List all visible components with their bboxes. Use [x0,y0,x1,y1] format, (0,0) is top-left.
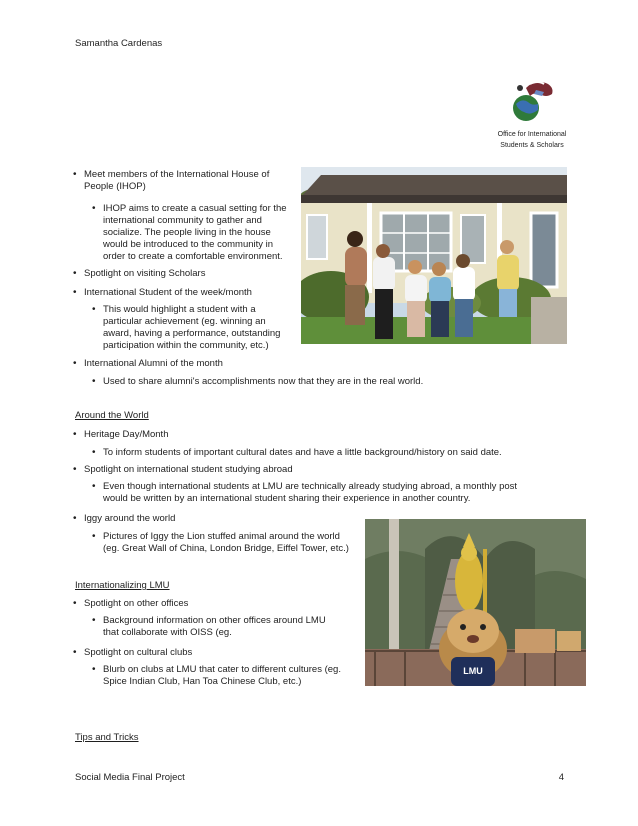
footer-title: Social Media Final Project [75,772,185,783]
bullet-iggy-description: • Pictures of Iggy the Lion stuffed animal around the world (eg. Great Wall of China, London Bridge, Eiffel Tower, etc.) [103,531,358,555]
bullet-student-of-week: • International Student of the week/month [84,287,284,299]
bullet-meet-members: • Meet members of the International House of People (IHOP) [84,169,279,193]
bullet-study-abroad-description: • Even though international students at LMU are technically already studying abroad, a monthly post would be written by an international student sharing their experience in another country. [103,481,543,505]
bullet-ihop-description: • IHOP aims to create a casual setting for the international community to gather and socialize. The people living in the house would be introduced to the community in order to create a comfortable environment. [103,203,288,263]
author-name: Samantha Cardenas [75,38,163,49]
bullet-study-abroad: • Spotlight on international student studying abroad [84,464,484,476]
bullet-student-description: • This would highlight a student with a particular achievement (eg. winning an award, having a performance, outstanding participation within the community, etc.) [103,304,293,352]
bullet-alumni-description: • Used to share alumni's accomplishments now that they are in the real world. [103,376,523,388]
office-caption [480,129,584,151]
bullet-clubs-description: • Blurb on clubs at LMU that cater to different cultures (eg. Spice Indian Club, Han Toa Chinese Club, etc.) [103,664,343,688]
globe-logo-icon [506,74,560,126]
bullet-offices-description: • Background information on other offices around LMU that collaborate with OISS (eg. [103,615,343,639]
bullet-other-offices: • Spotlight on other offices [84,598,334,610]
lion-shirt-label: LMU [463,666,483,676]
section-heading-around-world: Around the World [75,410,149,421]
bullet-iggy-world: • Iggy around the world [84,513,334,525]
section-heading-internationalizing: Internationalizing LMU [75,580,170,591]
section-heading-tips: Tips and Tricks [75,732,139,743]
iggy-temple-photo [365,519,586,686]
bullet-visiting-scholars: • Spotlight on visiting Scholars [84,268,284,280]
page-number: 4 [558,772,564,783]
bullet-alumni-of-month: • International Alumni of the month [84,358,384,370]
bullet-heritage-day: • Heritage Day/Month [84,429,384,441]
ihop-house-photo [301,167,567,344]
oiss-logo [506,74,560,126]
bullet-cultural-clubs: • Spotlight on cultural clubs [84,647,334,659]
bullet-heritage-description: • To inform students of important cultural dates and have a little background/history on said date. [103,447,543,459]
office-caption-line2: Students & Scholars [500,142,564,149]
office-caption-line1: Office for International [497,131,567,138]
